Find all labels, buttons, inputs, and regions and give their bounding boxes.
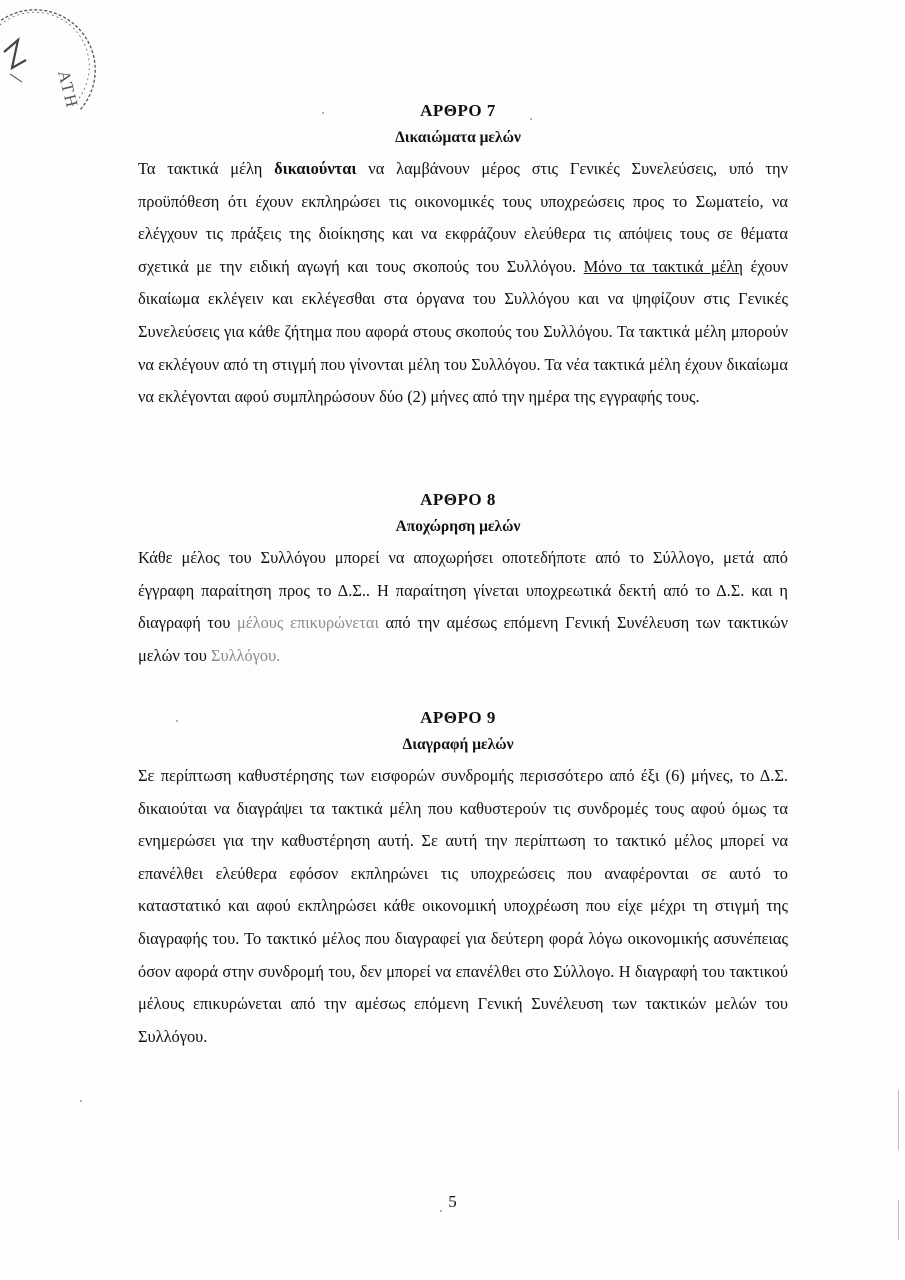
stamp-seal	[0, 0, 120, 140]
article-9-title: Διαγραφή μελών	[402, 736, 514, 753]
article-8-text-2: από την αμέσως επόμενη Γενική Συνέλευση των τακτικών μελών του	[138, 613, 788, 665]
scan-edge-mark	[898, 1090, 899, 1150]
article-8-faded-text-2: Συλλόγου.	[210, 645, 281, 665]
svg-text:ΑΤΗ: ΑΤΗ	[54, 68, 83, 111]
scan-speck	[530, 118, 532, 120]
scan-speck	[176, 720, 178, 722]
article-9-body: Σε περίπτωση καθυστέρησης των εισφορών συνδρομής περισσότερο από έξι (6) μήνες, το Δ.Σ. δικαιούται να διαγράψει τα τακτικά μέλη που καθυστερούν τις συνδρομές τους αφού όμως τα ενημερώσει για την καθυστέρηση αυτή. Σε αυτή την περίπτωση το τακτικό μέλος μπορεί να επανέλθει ελεύθερα εφόσον εκπληρώνει τις υποχρεώσεις που αναφέρονται σε αυτό το καταστατικό και αφού εκπληρώσει κάθε οικονομική υποχρέωση που είχε μέχρι τη στιγμή της διαγραφής του. Το τακτικό μέλος που διαγραφεί για δεύτερη φορά λόγω οικονομικής ασυνέπειας όσον αφορά στην συνδρομή του, δεν μπορεί να επανέλθει στο Σύλλογο. Η διαγραφή του τακτικού μέλους επικυρώνεται από την αμέσως επόμενη Γενική Συνέλευση των τακτικών μελών του Συλλόγου.	[138, 766, 788, 1046]
article-8-text-1: Κάθε μέλος του Συλλόγου μπορεί να αποχωρήσει οποτεδήποτε από το Σύλλογο, μετά από έγγραφη παραίτηση προς το Δ.Σ.. Η παραίτηση γίνεται υποχρεωτικά δεκτή από το Δ.Σ. και η διαγραφή του	[138, 548, 788, 633]
scan-speck	[322, 112, 324, 114]
article-8-faded-text-1: μέλους επικυρώνεται	[236, 613, 379, 633]
article-9	[128, 706, 788, 1053]
article-7-number: ΑΡΘΡΟ 7	[420, 101, 496, 120]
article-7-title: Δικαιώματα μελών	[395, 129, 521, 146]
article-7-body	[128, 153, 788, 414]
article-7-text-1: Τα τακτικά μέλη	[138, 159, 275, 178]
article-8	[128, 488, 788, 672]
article-7-text-2: να λαμβάνουν μέρος στις Γενικές Συνελεύσεις, υπό την προϋπόθεση ότι έχουν εκπληρώσει τις οικονομικές τους υποχρεώσεις προς το Σωματείο, να ελέγχουν τις πράξεις της διοίκησης και να εκφράζουν ελεύθερα τις απόψεις τους σε θέματα σχετικά με την ειδική αγωγή και τους σκοπούς του Συλλόγου.	[138, 159, 788, 276]
article-7-underlined-phrase: Μόνο τα τακτικά μέλη	[583, 256, 743, 276]
article-8-title: Αποχώρηση μελών	[395, 518, 521, 535]
article-8-number: ΑΡΘΡΟ 8	[420, 490, 496, 509]
page-number: 5	[448, 1192, 457, 1211]
scan-edge-mark	[898, 1200, 899, 1240]
article-8-body	[128, 542, 788, 672]
article-7-text-3: έχουν δικαίωμα εκλέγειν και εκλέγεσθαι στα όργανα του Συλλόγου και να ψηφίζουν στις Γενικές Συνελεύσεις για κάθε ζήτημα που αφορά στους σκοπούς του Συλλόγου. Τα τακτικά μέλη μπορούν να εκλέγουν από τη στιγμή που γίνονται μέλη του Συλλόγου. Τα νέα τακτικά μέλη έχουν δικαίωμα να εκλέγονται αφού συμπληρώσουν δύο (2) μήνες από την ημέρα της εγγραφής τους.	[138, 256, 788, 407]
scan-speck	[440, 1210, 442, 1212]
article-7	[128, 99, 788, 414]
scan-speck	[80, 1100, 82, 1102]
article-7-bold-term: δικαιούνται	[274, 159, 357, 178]
article-9-number: ΑΡΘΡΟ 9	[420, 708, 496, 727]
